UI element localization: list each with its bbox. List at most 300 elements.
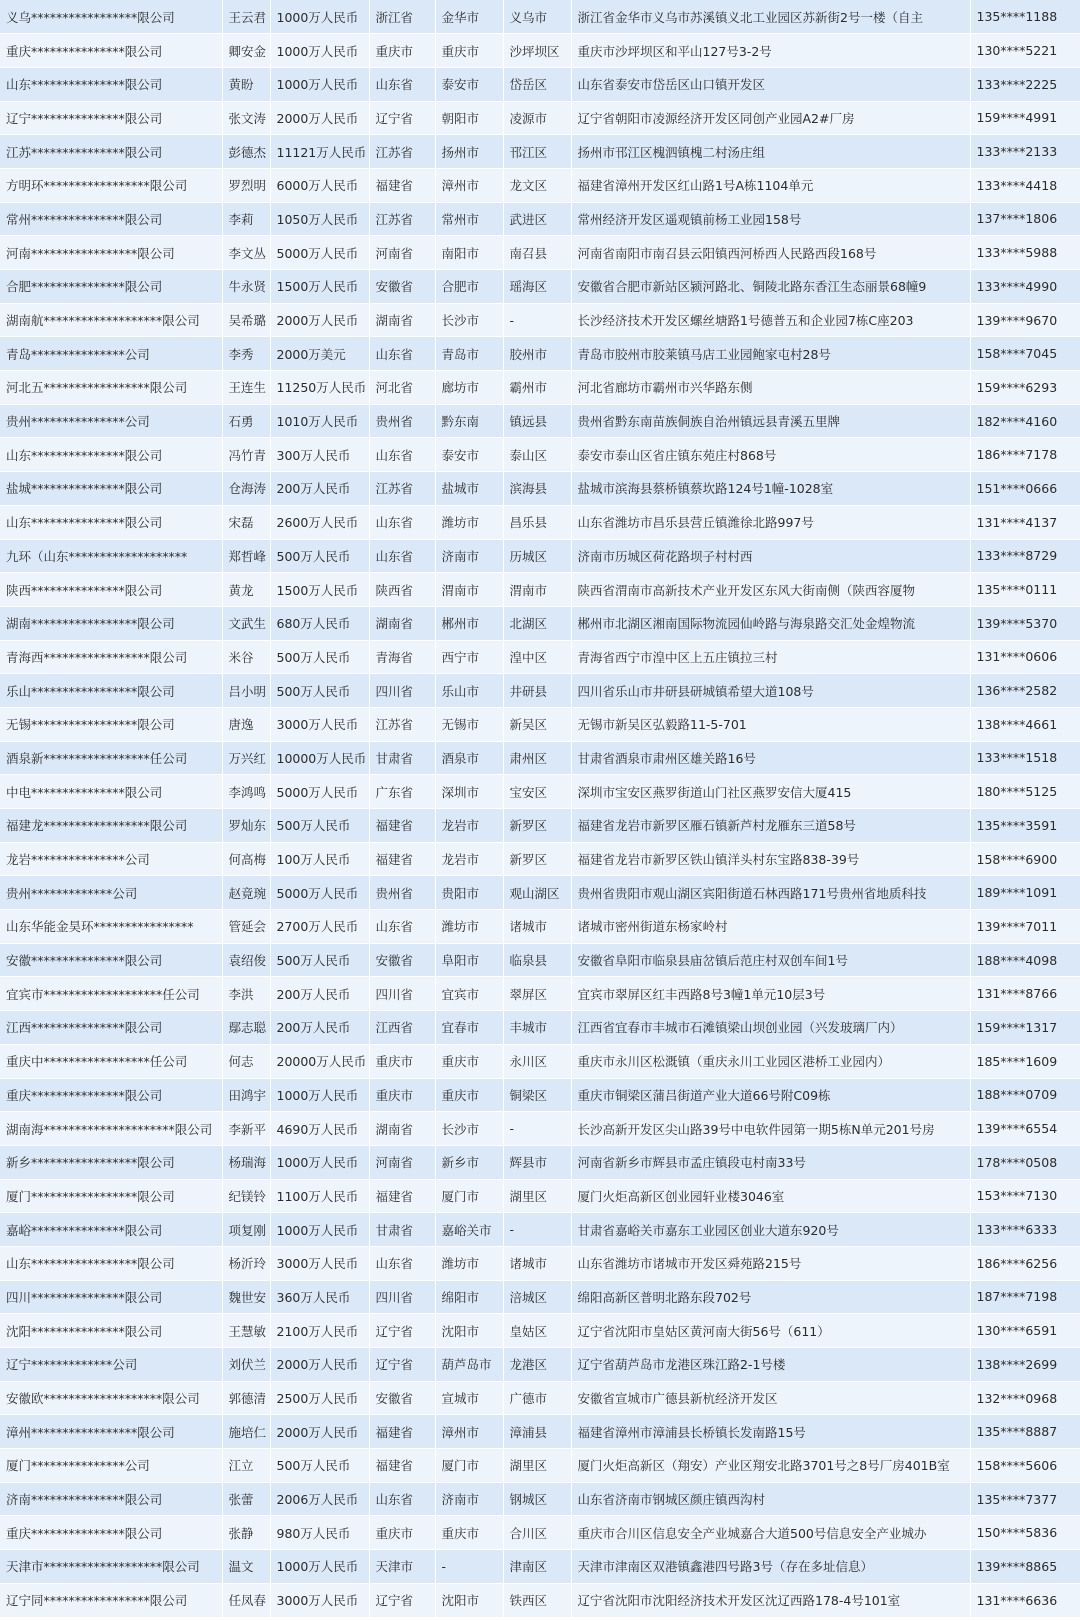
registered-capital-cell: 500万人民币 <box>270 943 369 977</box>
city-cell: 黔东南 <box>435 404 503 438</box>
address-cell: 河南省新乡市辉县市孟庄镇段屯村南33号 <box>571 1145 970 1179</box>
legal-person-cell: 文武生 <box>222 606 270 640</box>
city-cell: 重庆市 <box>435 34 503 68</box>
province-cell: 江苏省 <box>369 472 435 506</box>
legal-person-cell: 黄龙 <box>222 573 270 607</box>
city-cell: 龙岩市 <box>435 809 503 843</box>
registered-capital-cell: 200万人民币 <box>270 472 369 506</box>
province-cell: 安徽省 <box>369 1381 435 1415</box>
company-name-cell: 漳州*****************限公司 <box>0 1415 222 1449</box>
province-cell: 山东省 <box>369 67 435 101</box>
legal-person-cell: 冯竹青 <box>222 438 270 472</box>
registered-capital-cell: 1500万人民币 <box>270 573 369 607</box>
company-name-cell: 贵州***************公司 <box>0 404 222 438</box>
district-cell: 观山湖区 <box>503 876 571 910</box>
phone-cell: 133****1518 <box>970 741 1080 775</box>
province-cell: 湖南省 <box>369 1112 435 1146</box>
company-name-cell: 九环（山东******************* <box>0 539 222 573</box>
company-name-cell: 新乡*****************限公司 <box>0 1145 222 1179</box>
province-cell: 四川省 <box>369 674 435 708</box>
province-cell: 四川省 <box>369 977 435 1011</box>
phone-cell: 151****0666 <box>970 472 1080 506</box>
company-name-cell: 安徽***************限公司 <box>0 943 222 977</box>
table-row <box>0 472 1080 506</box>
phone-cell: 133****2225 <box>970 67 1080 101</box>
phone-cell: 187****7198 <box>970 1280 1080 1314</box>
phone-cell: 135****3591 <box>970 809 1080 843</box>
phone-cell: 139****9670 <box>970 303 1080 337</box>
address-cell: 甘肃省酒泉市肃州区雄关路16号 <box>571 741 970 775</box>
address-cell: 青海省西宁市湟中区上五庄镇拉三村 <box>571 640 970 674</box>
table-row <box>0 1550 1080 1584</box>
province-cell: 辽宁省 <box>369 101 435 135</box>
province-cell: 广东省 <box>369 775 435 809</box>
address-cell: 陕西省渭南市高新技术产业开发区东风大街南侧（陕西容厦物 <box>571 573 970 607</box>
city-cell: 沈阳市 <box>435 1314 503 1348</box>
province-cell: 重庆市 <box>369 1516 435 1550</box>
table-row <box>0 910 1080 944</box>
company-name-cell: 辽宁同*****************限公司 <box>0 1583 222 1617</box>
phone-cell: 135****7377 <box>970 1482 1080 1516</box>
table-row <box>0 977 1080 1011</box>
company-name-cell: 湖南海*********************限公司 <box>0 1112 222 1146</box>
address-cell: 常州经济开发区遥观镇前杨工业园158号 <box>571 202 970 236</box>
district-cell: 滨海县 <box>503 472 571 506</box>
district-cell: - <box>503 1213 571 1247</box>
phone-cell: 153****7130 <box>970 1179 1080 1213</box>
company-name-cell: 乐山*****************限公司 <box>0 674 222 708</box>
company-name-cell: 四川***************限公司 <box>0 1280 222 1314</box>
company-name-cell: 龙岩***************公司 <box>0 842 222 876</box>
city-cell: 深圳市 <box>435 775 503 809</box>
registered-capital-cell: 2000万人民币 <box>270 303 369 337</box>
registered-capital-cell: 1000万人民币 <box>270 0 369 34</box>
address-cell: 扬州市邗江区槐泗镇槐二村汤庄组 <box>571 135 970 169</box>
phone-cell: 139****5370 <box>970 606 1080 640</box>
legal-person-cell: 李鸿鸣 <box>222 775 270 809</box>
address-cell: 泰安市泰山区省庄镇东苑庄村868号 <box>571 438 970 472</box>
province-cell: 山东省 <box>369 1482 435 1516</box>
city-cell: 宜春市 <box>435 1011 503 1045</box>
legal-person-cell: 刘伏兰 <box>222 1348 270 1382</box>
legal-person-cell: 项复刚 <box>222 1213 270 1247</box>
address-cell: 厦门火炬高新区（翔安）产业区翔安北路3701号之8号厂房401B室 <box>571 1449 970 1483</box>
company-name-cell: 中电***************限公司 <box>0 775 222 809</box>
address-cell: 宜宾市翠屏区红丰西路8号3幢1单元10层3号 <box>571 977 970 1011</box>
district-cell: 义乌市 <box>503 0 571 34</box>
district-cell: 铁西区 <box>503 1583 571 1617</box>
city-cell: 厦门市 <box>435 1449 503 1483</box>
legal-person-cell: 李洪 <box>222 977 270 1011</box>
company-name-cell: 青岛***************公司 <box>0 337 222 371</box>
phone-cell: 133****6333 <box>970 1213 1080 1247</box>
phone-cell: 133****8729 <box>970 539 1080 573</box>
district-cell: 湖里区 <box>503 1179 571 1213</box>
address-cell: 江西省宜春市丰城市石滩镇梁山坝创业园（兴发玻璃厂内） <box>571 1011 970 1045</box>
company-name-cell: 青海西*****************限公司 <box>0 640 222 674</box>
company-name-cell: 陕西***************限公司 <box>0 573 222 607</box>
registered-capital-cell: 2000万人民币 <box>270 1415 369 1449</box>
province-cell: 安徽省 <box>369 943 435 977</box>
district-cell: 龙港区 <box>503 1348 571 1382</box>
company-name-cell: 河南*****************限公司 <box>0 236 222 270</box>
company-name-cell: 济南***************限公司 <box>0 1482 222 1516</box>
address-cell: 山东省潍坊市诸城市开发区舜苑路215号 <box>571 1246 970 1280</box>
registered-capital-cell: 1000万人民币 <box>270 1550 369 1584</box>
address-cell: 诸城市密州街道东杨家岭村 <box>571 910 970 944</box>
district-cell: 宝安区 <box>503 775 571 809</box>
registered-capital-cell: 11250万人民币 <box>270 371 369 405</box>
district-cell: 新罗区 <box>503 842 571 876</box>
table-row <box>0 0 1080 34</box>
district-cell: 湟中区 <box>503 640 571 674</box>
province-cell: 甘肃省 <box>369 741 435 775</box>
city-cell: 绵阳市 <box>435 1280 503 1314</box>
legal-person-cell: 卿安金 <box>222 34 270 68</box>
registered-capital-cell: 200万人民币 <box>270 977 369 1011</box>
city-cell: 潍坊市 <box>435 910 503 944</box>
district-cell: 涪城区 <box>503 1280 571 1314</box>
company-name-cell: 河北五*****************限公司 <box>0 371 222 405</box>
district-cell: 邗江区 <box>503 135 571 169</box>
legal-person-cell: 李莉 <box>222 202 270 236</box>
legal-person-cell: 张文涛 <box>222 101 270 135</box>
province-cell: 福建省 <box>369 168 435 202</box>
phone-cell: 159****6293 <box>970 371 1080 405</box>
table-row <box>0 270 1080 304</box>
address-cell: 福建省漳州市漳浦县长桥镇长发南路15号 <box>571 1415 970 1449</box>
legal-person-cell: 唐逸 <box>222 707 270 741</box>
district-cell: 广德市 <box>503 1381 571 1415</box>
address-cell: 济南市历城区荷花路坝子村村西 <box>571 539 970 573</box>
legal-person-cell: 吕小明 <box>222 674 270 708</box>
legal-person-cell: 彭德杰 <box>222 135 270 169</box>
address-cell: 贵州省黔东南苗族侗族自治州镇远县青溪五里牌 <box>571 404 970 438</box>
company-name-cell: 重庆***************限公司 <box>0 1078 222 1112</box>
registered-capital-cell: 1100万人民币 <box>270 1179 369 1213</box>
phone-cell: 138****2699 <box>970 1348 1080 1382</box>
address-cell: 山东省济南市钢城区颜庄镇西沟村 <box>571 1482 970 1516</box>
company-name-cell: 福建龙*****************限公司 <box>0 809 222 843</box>
city-cell: 朝阳市 <box>435 101 503 135</box>
city-cell: 盐城市 <box>435 472 503 506</box>
legal-person-cell: 石勇 <box>222 404 270 438</box>
table-row <box>0 303 1080 337</box>
province-cell: 河南省 <box>369 236 435 270</box>
city-cell: 廊坊市 <box>435 371 503 405</box>
registered-capital-cell: 10000万人民币 <box>270 741 369 775</box>
province-cell: 安徽省 <box>369 270 435 304</box>
company-name-cell: 沈阳***************限公司 <box>0 1314 222 1348</box>
registered-capital-cell: 1010万人民币 <box>270 404 369 438</box>
company-name-cell: 山东***************限公司 <box>0 438 222 472</box>
table-row <box>0 34 1080 68</box>
province-cell: 贵州省 <box>369 876 435 910</box>
province-cell: 福建省 <box>369 1415 435 1449</box>
phone-cell: 135****8887 <box>970 1415 1080 1449</box>
province-cell: 山东省 <box>369 438 435 472</box>
phone-cell: 182****4160 <box>970 404 1080 438</box>
table-row <box>0 606 1080 640</box>
company-name-cell: 辽宁*************公司 <box>0 1348 222 1382</box>
legal-person-cell: 黄盼 <box>222 67 270 101</box>
registered-capital-cell: 2000万美元 <box>270 337 369 371</box>
province-cell: 山东省 <box>369 1246 435 1280</box>
phone-cell: 158****5606 <box>970 1449 1080 1483</box>
registered-capital-cell: 6000万人民币 <box>270 168 369 202</box>
district-cell: - <box>503 303 571 337</box>
table-row <box>0 1449 1080 1483</box>
company-name-cell: 贵州*************公司 <box>0 876 222 910</box>
district-cell: 北湖区 <box>503 606 571 640</box>
company-name-cell: 无锡*****************限公司 <box>0 707 222 741</box>
phone-cell: 131****6636 <box>970 1583 1080 1617</box>
table-row <box>0 1179 1080 1213</box>
table-row <box>0 809 1080 843</box>
district-cell: 瑶海区 <box>503 270 571 304</box>
city-cell: 乐山市 <box>435 674 503 708</box>
province-cell: 贵州省 <box>369 404 435 438</box>
city-cell: 渭南市 <box>435 573 503 607</box>
phone-cell: 135****1188 <box>970 0 1080 34</box>
district-cell: 翠屏区 <box>503 977 571 1011</box>
province-cell: 四川省 <box>369 1280 435 1314</box>
city-cell: 济南市 <box>435 1482 503 1516</box>
legal-person-cell: 任凤春 <box>222 1583 270 1617</box>
province-cell: 山东省 <box>369 910 435 944</box>
address-cell: 重庆市沙坪坝区和平山127号3-2号 <box>571 34 970 68</box>
legal-person-cell: 纪镁铃 <box>222 1179 270 1213</box>
company-name-cell: 山东*****************限公司 <box>0 1246 222 1280</box>
registered-capital-cell: 100万人民币 <box>270 842 369 876</box>
registered-capital-cell: 980万人民币 <box>270 1516 369 1550</box>
table-row <box>0 573 1080 607</box>
address-cell: 辽宁省葫芦岛市龙港区珠江路2-1号楼 <box>571 1348 970 1382</box>
phone-cell: 130****6591 <box>970 1314 1080 1348</box>
table-row <box>0 1280 1080 1314</box>
phone-cell: 188****4098 <box>970 943 1080 977</box>
phone-cell: 138****4661 <box>970 707 1080 741</box>
city-cell: 青岛市 <box>435 337 503 371</box>
registered-capital-cell: 200万人民币 <box>270 1011 369 1045</box>
legal-person-cell: 施培仁 <box>222 1415 270 1449</box>
address-cell: 山东省泰安市岱岳区山口镇开发区 <box>571 67 970 101</box>
company-name-cell: 酒泉新*****************任公司 <box>0 741 222 775</box>
city-cell: 常州市 <box>435 202 503 236</box>
address-cell: 辽宁省沈阳市皇姑区黄河南大街56号（611） <box>571 1314 970 1348</box>
district-cell: 胶州市 <box>503 337 571 371</box>
registered-capital-cell: 500万人民币 <box>270 539 369 573</box>
registered-capital-cell: 4690万人民币 <box>270 1112 369 1146</box>
registered-capital-cell: 1000万人民币 <box>270 34 369 68</box>
address-cell: 长沙经济技术开发区螺丝塘路1号德普五和企业园7栋C座203 <box>571 303 970 337</box>
province-cell: 湖南省 <box>369 303 435 337</box>
address-cell: 厦门火炬高新区创业园轩业楼3046室 <box>571 1179 970 1213</box>
registered-capital-cell: 360万人民币 <box>270 1280 369 1314</box>
company-name-cell: 安徽欧*******************限公司 <box>0 1381 222 1415</box>
province-cell: 福建省 <box>369 1449 435 1483</box>
district-cell: 肃州区 <box>503 741 571 775</box>
table-row <box>0 707 1080 741</box>
table-row <box>0 876 1080 910</box>
phone-cell: 186****7178 <box>970 438 1080 472</box>
legal-person-cell: 仓海涛 <box>222 472 270 506</box>
registered-capital-cell: 5000万人民币 <box>270 236 369 270</box>
company-name-cell: 义乌*****************限公司 <box>0 0 222 34</box>
table-row <box>0 1213 1080 1247</box>
district-cell: 漳浦县 <box>503 1415 571 1449</box>
table-row <box>0 404 1080 438</box>
registered-capital-cell: 500万人民币 <box>270 640 369 674</box>
province-cell: 浙江省 <box>369 0 435 34</box>
phone-cell: 186****6256 <box>970 1246 1080 1280</box>
city-cell: 无锡市 <box>435 707 503 741</box>
province-cell: 福建省 <box>369 809 435 843</box>
registered-capital-cell: 3000万人民币 <box>270 1246 369 1280</box>
registered-capital-cell: 20000万人民币 <box>270 1044 369 1078</box>
city-cell: 郴州市 <box>435 606 503 640</box>
phone-cell: 189****1091 <box>970 876 1080 910</box>
address-cell: 福建省龙岩市新罗区铁山镇洋头村东宝路838-39号 <box>571 842 970 876</box>
company-name-cell: 厦门*****************限公司 <box>0 1179 222 1213</box>
legal-person-cell: 管延会 <box>222 910 270 944</box>
city-cell: 葫芦岛市 <box>435 1348 503 1382</box>
district-cell: 南召县 <box>503 236 571 270</box>
district-cell: 钢城区 <box>503 1482 571 1516</box>
address-cell: 四川省乐山市井研县研城镇希望大道108号 <box>571 674 970 708</box>
district-cell: 凌源市 <box>503 101 571 135</box>
company-name-cell: 湖南航*******************限公司 <box>0 303 222 337</box>
company-name-cell: 厦门***************公司 <box>0 1449 222 1483</box>
address-cell: 无锡市新吴区弘毅路11-5-701 <box>571 707 970 741</box>
table-row <box>0 202 1080 236</box>
city-cell: 泰安市 <box>435 438 503 472</box>
table-row <box>0 1583 1080 1617</box>
city-cell: 重庆市 <box>435 1516 503 1550</box>
province-cell: 福建省 <box>369 842 435 876</box>
city-cell: 长沙市 <box>435 1112 503 1146</box>
legal-person-cell: 王云君 <box>222 0 270 34</box>
table-row <box>0 640 1080 674</box>
company-name-cell: 山东***************限公司 <box>0 67 222 101</box>
address-cell: 辽宁省朝阳市凌源经济开发区同创产业园A2#厂房 <box>571 101 970 135</box>
registered-capital-cell: 2006万人民币 <box>270 1482 369 1516</box>
legal-person-cell: 杨瑞海 <box>222 1145 270 1179</box>
phone-cell: 133****4990 <box>970 270 1080 304</box>
address-cell: 浙江省金华市义乌市苏溪镇义北工业园区苏新街2号一楼（自主 <box>571 0 970 34</box>
province-cell: 青海省 <box>369 640 435 674</box>
table-row <box>0 674 1080 708</box>
district-cell: 岱岳区 <box>503 67 571 101</box>
phone-cell: 139****8865 <box>970 1550 1080 1584</box>
address-cell: 安徽省阜阳市临泉县庙岔镇后范庄村双创车间1号 <box>571 943 970 977</box>
city-cell: 潍坊市 <box>435 505 503 539</box>
province-cell: 辽宁省 <box>369 1348 435 1382</box>
legal-person-cell: 罗灿东 <box>222 809 270 843</box>
district-cell: 渭南市 <box>503 573 571 607</box>
city-cell: 厦门市 <box>435 1179 503 1213</box>
registered-capital-cell: 2000万人民币 <box>270 1348 369 1382</box>
district-cell: 沙坪坝区 <box>503 34 571 68</box>
table-row <box>0 337 1080 371</box>
address-cell: 天津市津南区双港镇鑫港四号路3号（存在多址信息） <box>571 1550 970 1584</box>
phone-cell: 135****0111 <box>970 573 1080 607</box>
legal-person-cell: 李新平 <box>222 1112 270 1146</box>
legal-person-cell: 杨沂玲 <box>222 1246 270 1280</box>
company-name-cell: 重庆***************限公司 <box>0 1516 222 1550</box>
province-cell: 辽宁省 <box>369 1583 435 1617</box>
address-cell: 绵阳高新区普明北路东段702号 <box>571 1280 970 1314</box>
province-cell: 重庆市 <box>369 1044 435 1078</box>
table-row <box>0 1078 1080 1112</box>
phone-cell: 158****6900 <box>970 842 1080 876</box>
phone-cell: 150****5836 <box>970 1516 1080 1550</box>
registered-capital-cell: 2100万人民币 <box>270 1314 369 1348</box>
address-cell: 山东省潍坊市昌乐县营丘镇潍徐北路997号 <box>571 505 970 539</box>
phone-cell: 130****5221 <box>970 34 1080 68</box>
table-row <box>0 1348 1080 1382</box>
company-name-cell: 山东***************限公司 <box>0 505 222 539</box>
address-cell: 重庆市合川区信息安全产业城嘉合大道500号信息安全产业城办 <box>571 1516 970 1550</box>
company-name-cell: 天津市*******************限公司 <box>0 1550 222 1584</box>
registered-capital-cell: 2700万人民币 <box>270 910 369 944</box>
district-cell: 合川区 <box>503 1516 571 1550</box>
table-row <box>0 505 1080 539</box>
registered-capital-cell: 5000万人民币 <box>270 876 369 910</box>
phone-cell: 137****1806 <box>970 202 1080 236</box>
district-cell: 泰山区 <box>503 438 571 472</box>
district-cell: 历城区 <box>503 539 571 573</box>
registered-capital-cell: 3000万人民币 <box>270 707 369 741</box>
company-name-cell: 辽宁***************限公司 <box>0 101 222 135</box>
company-name-cell: 重庆中*****************任公司 <box>0 1044 222 1078</box>
registered-capital-cell: 1050万人民币 <box>270 202 369 236</box>
registered-capital-cell: 1500万人民币 <box>270 270 369 304</box>
district-cell: 永川区 <box>503 1044 571 1078</box>
address-cell: 福建省龙岩市新罗区雁石镇新芦村龙雁东三道58号 <box>571 809 970 843</box>
legal-person-cell: 温文 <box>222 1550 270 1584</box>
district-cell: 诸城市 <box>503 910 571 944</box>
address-cell: 辽宁省沈阳市沈阳经济技术开发区沈辽西路178-4号101室 <box>571 1583 970 1617</box>
district-cell: 津南区 <box>503 1550 571 1584</box>
address-cell: 青岛市胶州市胶莱镇马店工业园鲍家屯村28号 <box>571 337 970 371</box>
table-row <box>0 1381 1080 1415</box>
city-cell: 酒泉市 <box>435 741 503 775</box>
province-cell: 甘肃省 <box>369 1213 435 1247</box>
province-cell: 山东省 <box>369 505 435 539</box>
district-cell: 皇姑区 <box>503 1314 571 1348</box>
city-cell: 潍坊市 <box>435 1246 503 1280</box>
legal-person-cell: 张静 <box>222 1516 270 1550</box>
company-name-cell: 嘉峪***************限公司 <box>0 1213 222 1247</box>
legal-person-cell: 何高梅 <box>222 842 270 876</box>
legal-person-cell: 李文丛 <box>222 236 270 270</box>
table-row <box>0 1044 1080 1078</box>
legal-person-cell: 米谷 <box>222 640 270 674</box>
registered-capital-cell: 680万人民币 <box>270 606 369 640</box>
phone-cell: 139****6554 <box>970 1112 1080 1146</box>
address-cell: 郴州市北湖区湘南国际物流园仙岭路与海泉路交汇处金煌物流 <box>571 606 970 640</box>
table-row <box>0 1011 1080 1045</box>
phone-cell: 188****0709 <box>970 1078 1080 1112</box>
address-cell: 安徽省合肥市新站区颍河路北、铜陵北路东香江生态丽景68幢9 <box>571 270 970 304</box>
district-cell: 井研县 <box>503 674 571 708</box>
phone-cell: 180****5125 <box>970 775 1080 809</box>
registered-capital-cell: 2600万人民币 <box>270 505 369 539</box>
city-cell: 重庆市 <box>435 1044 503 1078</box>
table-row <box>0 236 1080 270</box>
registered-capital-cell: 1000万人民币 <box>270 1078 369 1112</box>
